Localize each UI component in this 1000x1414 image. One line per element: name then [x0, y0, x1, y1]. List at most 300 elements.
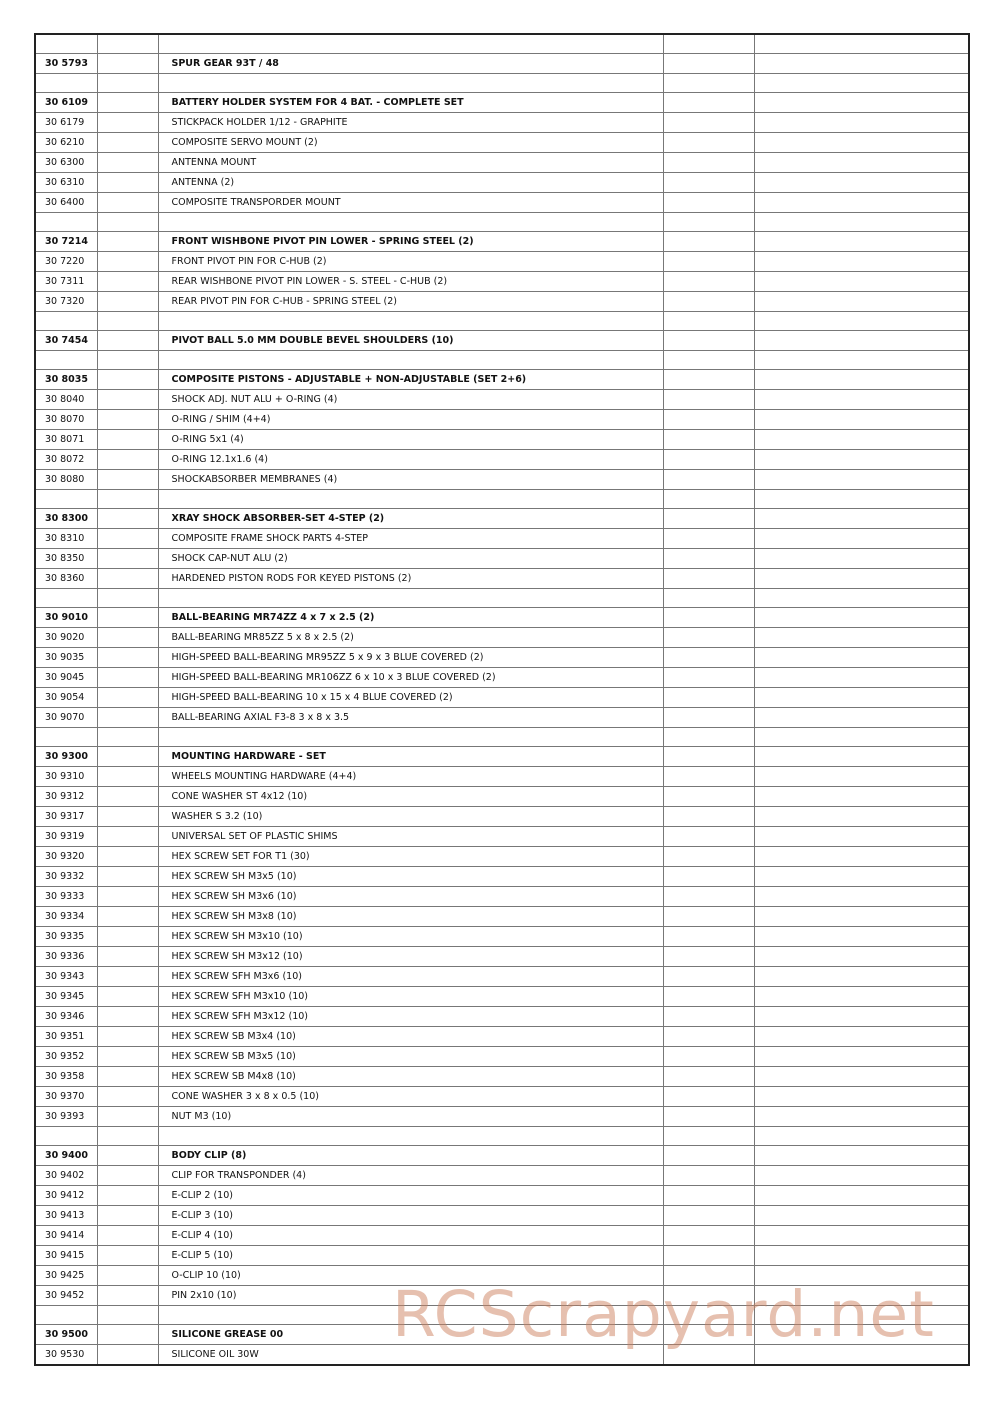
table-row	[35, 1205, 969, 1225]
empty-cell	[97, 231, 158, 251]
description-cell: HEX SCREW SFH M3x10 (10)	[158, 986, 663, 1006]
empty-cell	[754, 1106, 969, 1126]
part-number-cell: 30 8040	[35, 389, 97, 409]
table-row	[35, 369, 969, 389]
empty-cell	[663, 687, 754, 707]
description-cell: HEX SCREW SB M4x8 (10)	[158, 1066, 663, 1086]
part-number-cell: 30 9310	[35, 766, 97, 786]
empty-cell	[663, 647, 754, 667]
empty-cell	[754, 409, 969, 429]
empty-cell	[663, 1245, 754, 1265]
part-number-cell: 30 9300	[35, 746, 97, 766]
empty-cell	[663, 1006, 754, 1026]
description-cell: REAR WISHBONE PIVOT PIN LOWER - S. STEEL - C-HUB (2)	[158, 271, 663, 291]
description-cell: BALL-BEARING MR85ZZ 5 x 8 x 2.5 (2)	[158, 627, 663, 647]
empty-cell	[663, 112, 754, 132]
empty-cell	[663, 528, 754, 548]
table-row	[35, 350, 969, 369]
empty-cell	[754, 330, 969, 350]
table-row	[35, 53, 969, 73]
description-cell: O-CLIP 10 (10)	[158, 1265, 663, 1285]
empty-cell	[97, 1165, 158, 1185]
empty-cell	[663, 727, 754, 746]
empty-cell	[97, 112, 158, 132]
empty-cell	[663, 766, 754, 786]
empty-cell	[97, 212, 158, 231]
empty-cell	[97, 966, 158, 986]
description-cell: COMPOSITE SERVO MOUNT (2)	[158, 132, 663, 152]
table-row	[35, 667, 969, 687]
empty-cell	[663, 152, 754, 172]
empty-cell	[754, 449, 969, 469]
table-row	[35, 251, 969, 271]
description-cell: O-RING 5x1 (4)	[158, 429, 663, 449]
empty-cell	[754, 1165, 969, 1185]
description-cell: WHEELS MOUNTING HARDWARE (4+4)	[158, 766, 663, 786]
empty-cell	[97, 1185, 158, 1205]
table-row	[35, 946, 969, 966]
empty-cell	[754, 766, 969, 786]
table-row	[35, 806, 969, 826]
empty-cell	[97, 1086, 158, 1106]
table-row	[35, 192, 969, 212]
description-cell: HIGH-SPEED BALL-BEARING MR106ZZ 6 x 10 x 3 BLUE COVERED (2)	[158, 667, 663, 687]
description-cell: SHOCKABSORBER MEMBRANES (4)	[158, 469, 663, 489]
empty-cell	[663, 1185, 754, 1205]
table-row	[35, 1245, 969, 1265]
part-number-cell	[35, 489, 97, 508]
description-cell: E-CLIP 5 (10)	[158, 1245, 663, 1265]
description-cell: SILICONE GREASE 00	[158, 1324, 663, 1344]
table-row	[35, 1046, 969, 1066]
description-cell: SHOCK ADJ. NUT ALU + O-RING (4)	[158, 389, 663, 409]
description-cell	[158, 1305, 663, 1324]
description-cell: E-CLIP 3 (10)	[158, 1205, 663, 1225]
empty-cell	[97, 1046, 158, 1066]
empty-cell	[97, 826, 158, 846]
table-row	[35, 528, 969, 548]
description-cell: FRONT PIVOT PIN FOR C-HUB (2)	[158, 251, 663, 271]
empty-cell	[663, 1344, 754, 1365]
table-row	[35, 1305, 969, 1324]
empty-cell	[754, 687, 969, 707]
description-cell	[158, 588, 663, 607]
empty-cell	[663, 449, 754, 469]
empty-cell	[97, 1106, 158, 1126]
part-number-cell: 30 9010	[35, 607, 97, 627]
empty-cell	[754, 667, 969, 687]
description-cell: COMPOSITE FRAME SHOCK PARTS 4-STEP	[158, 528, 663, 548]
description-cell	[158, 73, 663, 92]
empty-cell	[663, 389, 754, 409]
empty-cell	[97, 588, 158, 607]
empty-cell	[663, 1324, 754, 1344]
part-number-cell: 30 9393	[35, 1106, 97, 1126]
empty-cell	[663, 1225, 754, 1245]
empty-cell	[663, 369, 754, 389]
table-row	[35, 1086, 969, 1106]
description-cell: E-CLIP 4 (10)	[158, 1225, 663, 1245]
part-number-cell: 30 7220	[35, 251, 97, 271]
empty-cell	[754, 73, 969, 92]
part-number-cell: 30 8080	[35, 469, 97, 489]
empty-cell	[663, 906, 754, 926]
empty-cell	[97, 311, 158, 330]
empty-cell	[663, 291, 754, 311]
part-number-cell: 30 8310	[35, 528, 97, 548]
description-cell	[158, 727, 663, 746]
part-number-cell: 30 9020	[35, 627, 97, 647]
empty-cell	[754, 1185, 969, 1205]
empty-cell	[663, 588, 754, 607]
description-cell: STICKPACK HOLDER 1/12 - GRAPHITE	[158, 112, 663, 132]
table-row	[35, 231, 969, 251]
empty-cell	[663, 886, 754, 906]
empty-cell	[97, 389, 158, 409]
part-number-cell: 30 8350	[35, 548, 97, 568]
table-row	[35, 926, 969, 946]
empty-cell	[754, 1145, 969, 1165]
empty-cell	[754, 172, 969, 192]
empty-cell	[97, 1026, 158, 1046]
empty-cell	[97, 449, 158, 469]
empty-cell	[754, 53, 969, 73]
empty-cell	[754, 826, 969, 846]
table-row	[35, 1145, 969, 1165]
empty-cell	[97, 172, 158, 192]
description-cell: BATTERY HOLDER SYSTEM FOR 4 BAT. - COMPLETE SET	[158, 92, 663, 112]
description-cell: HEX SCREW SH M3x6 (10)	[158, 886, 663, 906]
empty-cell	[97, 53, 158, 73]
empty-cell	[663, 568, 754, 588]
description-cell: FRONT WISHBONE PIVOT PIN LOWER - SPRING STEEL (2)	[158, 231, 663, 251]
description-cell	[158, 350, 663, 369]
empty-cell	[97, 766, 158, 786]
description-cell: HEX SCREW SB M3x5 (10)	[158, 1046, 663, 1066]
empty-cell	[97, 1126, 158, 1145]
empty-cell	[754, 568, 969, 588]
empty-cell	[97, 1066, 158, 1086]
empty-cell	[754, 1046, 969, 1066]
empty-cell	[663, 707, 754, 727]
empty-cell	[663, 627, 754, 647]
table-row	[35, 548, 969, 568]
empty-cell	[97, 330, 158, 350]
part-number-cell: 30 6210	[35, 132, 97, 152]
empty-cell	[97, 886, 158, 906]
empty-cell	[754, 846, 969, 866]
empty-cell	[754, 212, 969, 231]
empty-cell	[663, 1066, 754, 1086]
empty-cell	[97, 1324, 158, 1344]
empty-cell	[663, 489, 754, 508]
part-number-cell: 30 9414	[35, 1225, 97, 1245]
table-row	[35, 311, 969, 330]
part-number-cell	[35, 1126, 97, 1145]
empty-cell	[97, 707, 158, 727]
empty-cell	[754, 647, 969, 667]
empty-cell	[97, 548, 158, 568]
part-number-cell: 30 9320	[35, 846, 97, 866]
empty-cell	[97, 1145, 158, 1165]
table-row	[35, 1344, 969, 1365]
empty-cell	[663, 667, 754, 687]
part-number-cell: 30 7454	[35, 330, 97, 350]
empty-cell	[663, 1026, 754, 1046]
description-cell: MOUNTING HARDWARE - SET	[158, 746, 663, 766]
description-cell: BALL-BEARING MR74ZZ 4 x 7 x 2.5 (2)	[158, 607, 663, 627]
table-row	[35, 746, 969, 766]
empty-cell	[97, 806, 158, 826]
part-number-cell: 30 7311	[35, 271, 97, 291]
description-cell: WASHER S 3.2 (10)	[158, 806, 663, 826]
empty-cell	[97, 1344, 158, 1365]
description-cell: COMPOSITE TRANSPORDER MOUNT	[158, 192, 663, 212]
table-row	[35, 866, 969, 886]
description-cell: BODY CLIP (8)	[158, 1145, 663, 1165]
description-cell: HEX SCREW SET FOR T1 (30)	[158, 846, 663, 866]
part-number-cell: 30 7320	[35, 291, 97, 311]
part-number-cell: 30 9312	[35, 786, 97, 806]
table-row	[35, 271, 969, 291]
part-number-cell: 30 8035	[35, 369, 97, 389]
empty-cell	[754, 1086, 969, 1106]
part-number-cell	[35, 727, 97, 746]
table-row	[35, 727, 969, 746]
part-number-cell: 30 9334	[35, 906, 97, 926]
part-number-cell: 30 9054	[35, 687, 97, 707]
description-cell: O-RING 12.1x1.6 (4)	[158, 449, 663, 469]
empty-cell	[663, 73, 754, 92]
empty-cell	[97, 271, 158, 291]
empty-cell	[754, 806, 969, 826]
table-row	[35, 132, 969, 152]
empty-cell	[97, 906, 158, 926]
empty-cell	[97, 1205, 158, 1225]
part-number-cell: 30 5793	[35, 53, 97, 73]
empty-cell	[97, 429, 158, 449]
part-number-cell: 30 9336	[35, 946, 97, 966]
part-number-cell: 30 9452	[35, 1285, 97, 1305]
part-number-cell: 30 9425	[35, 1265, 97, 1285]
empty-cell	[97, 251, 158, 271]
empty-cell	[754, 966, 969, 986]
table-row	[35, 647, 969, 667]
empty-cell	[663, 966, 754, 986]
part-number-cell: 30 9070	[35, 707, 97, 727]
empty-cell	[663, 946, 754, 966]
table-row	[35, 1066, 969, 1086]
part-number-cell: 30 9333	[35, 886, 97, 906]
description-cell: HARDENED PISTON RODS FOR KEYED PISTONS (2)	[158, 568, 663, 588]
description-cell: SHOCK CAP-NUT ALU (2)	[158, 548, 663, 568]
table-row	[35, 1106, 969, 1126]
empty-cell	[663, 548, 754, 568]
part-number-cell: 30 6109	[35, 92, 97, 112]
empty-cell	[663, 1265, 754, 1285]
empty-cell	[754, 707, 969, 727]
empty-cell	[663, 350, 754, 369]
part-number-cell: 30 8071	[35, 429, 97, 449]
description-cell: CONE WASHER ST 4x12 (10)	[158, 786, 663, 806]
table-row	[35, 92, 969, 112]
empty-cell	[754, 132, 969, 152]
empty-cell	[97, 926, 158, 946]
parts-table-body	[35, 34, 969, 1365]
part-number-cell: 30 9319	[35, 826, 97, 846]
description-cell: PIVOT BALL 5.0 MM DOUBLE BEVEL SHOULDERS (10)	[158, 330, 663, 350]
empty-cell	[754, 627, 969, 647]
part-number-cell: 30 9351	[35, 1026, 97, 1046]
empty-cell	[97, 568, 158, 588]
table-row	[35, 1165, 969, 1185]
empty-cell	[663, 786, 754, 806]
empty-cell	[663, 192, 754, 212]
table-row	[35, 73, 969, 92]
empty-cell	[663, 251, 754, 271]
part-number-cell: 30 9412	[35, 1185, 97, 1205]
empty-cell	[663, 132, 754, 152]
empty-cell	[754, 1305, 969, 1324]
empty-cell	[754, 786, 969, 806]
empty-cell	[663, 1165, 754, 1185]
empty-cell	[663, 1046, 754, 1066]
description-cell: HEX SCREW SFH M3x6 (10)	[158, 966, 663, 986]
table-row	[35, 568, 969, 588]
empty-cell	[663, 746, 754, 766]
table-row	[35, 34, 969, 53]
empty-cell	[754, 1066, 969, 1086]
description-cell: ANTENNA (2)	[158, 172, 663, 192]
description-cell: O-RING / SHIM (4+4)	[158, 409, 663, 429]
empty-cell	[663, 1086, 754, 1106]
table-row	[35, 1026, 969, 1046]
empty-cell	[97, 627, 158, 647]
table-row	[35, 1185, 969, 1205]
description-cell: HEX SCREW SB M3x4 (10)	[158, 1026, 663, 1046]
description-cell	[158, 1126, 663, 1145]
empty-cell	[663, 1205, 754, 1225]
watermark-text: RCScrapyard.net	[392, 1278, 935, 1351]
empty-cell	[754, 1006, 969, 1026]
description-cell: CONE WASHER 3 x 8 x 0.5 (10)	[158, 1086, 663, 1106]
empty-cell	[754, 528, 969, 548]
empty-cell	[97, 846, 158, 866]
empty-cell	[754, 1225, 969, 1245]
part-number-cell: 30 7214	[35, 231, 97, 251]
empty-cell	[754, 906, 969, 926]
empty-cell	[663, 607, 754, 627]
empty-cell	[97, 687, 158, 707]
part-number-cell: 30 9352	[35, 1046, 97, 1066]
table-row	[35, 330, 969, 350]
table-row	[35, 1225, 969, 1245]
empty-cell	[663, 926, 754, 946]
empty-cell	[663, 330, 754, 350]
description-cell: COMPOSITE PISTONS - ADJUSTABLE + NON-ADJUSTABLE (SET 2+6)	[158, 369, 663, 389]
empty-cell	[663, 846, 754, 866]
empty-cell	[97, 92, 158, 112]
empty-cell	[754, 1245, 969, 1265]
empty-cell	[97, 607, 158, 627]
part-number-cell: 30 6400	[35, 192, 97, 212]
empty-cell	[663, 986, 754, 1006]
table-row	[35, 607, 969, 627]
empty-cell	[754, 1265, 969, 1285]
empty-cell	[663, 1106, 754, 1126]
empty-cell	[754, 311, 969, 330]
empty-cell	[754, 746, 969, 766]
table-row	[35, 212, 969, 231]
empty-cell	[97, 73, 158, 92]
empty-cell	[754, 1344, 969, 1365]
table-row	[35, 1285, 969, 1305]
empty-cell	[97, 1285, 158, 1305]
part-number-cell: 30 9415	[35, 1245, 97, 1265]
empty-cell	[754, 489, 969, 508]
empty-cell	[97, 786, 158, 806]
part-number-cell	[35, 212, 97, 231]
table-row	[35, 1126, 969, 1145]
description-cell: SPUR GEAR 93T / 48	[158, 53, 663, 73]
empty-cell	[97, 469, 158, 489]
table-row	[35, 152, 969, 172]
part-number-cell	[35, 350, 97, 369]
part-number-cell: 30 9346	[35, 1006, 97, 1026]
empty-cell	[754, 34, 969, 53]
empty-cell	[754, 429, 969, 449]
empty-cell	[663, 311, 754, 330]
description-cell: REAR PIVOT PIN FOR C-HUB - SPRING STEEL (2)	[158, 291, 663, 311]
part-number-cell	[35, 588, 97, 607]
empty-cell	[754, 251, 969, 271]
empty-cell	[97, 152, 158, 172]
table-row	[35, 786, 969, 806]
part-number-cell: 30 9035	[35, 647, 97, 667]
part-number-cell: 30 8360	[35, 568, 97, 588]
empty-cell	[663, 866, 754, 886]
empty-cell	[754, 588, 969, 607]
empty-cell	[754, 469, 969, 489]
empty-cell	[754, 1205, 969, 1225]
table-row	[35, 687, 969, 707]
table-row	[35, 508, 969, 528]
empty-cell	[754, 548, 969, 568]
empty-cell	[754, 986, 969, 1006]
empty-cell	[97, 350, 158, 369]
empty-cell	[663, 92, 754, 112]
empty-cell	[663, 409, 754, 429]
empty-cell	[97, 528, 158, 548]
empty-cell	[663, 172, 754, 192]
table-row	[35, 112, 969, 132]
description-cell	[158, 311, 663, 330]
empty-cell	[754, 1285, 969, 1305]
description-cell: UNIVERSAL SET OF PLASTIC SHIMS	[158, 826, 663, 846]
description-cell: ANTENNA MOUNT	[158, 152, 663, 172]
empty-cell	[754, 946, 969, 966]
empty-cell	[97, 1006, 158, 1026]
part-number-cell: 30 9402	[35, 1165, 97, 1185]
empty-cell	[754, 350, 969, 369]
part-number-cell: 30 9317	[35, 806, 97, 826]
description-cell: HEX SCREW SH M3x8 (10)	[158, 906, 663, 926]
empty-cell	[97, 986, 158, 1006]
parts-table	[34, 33, 970, 1366]
table-row	[35, 966, 969, 986]
description-cell	[158, 212, 663, 231]
description-cell: HEX SCREW SFH M3x12 (10)	[158, 1006, 663, 1026]
